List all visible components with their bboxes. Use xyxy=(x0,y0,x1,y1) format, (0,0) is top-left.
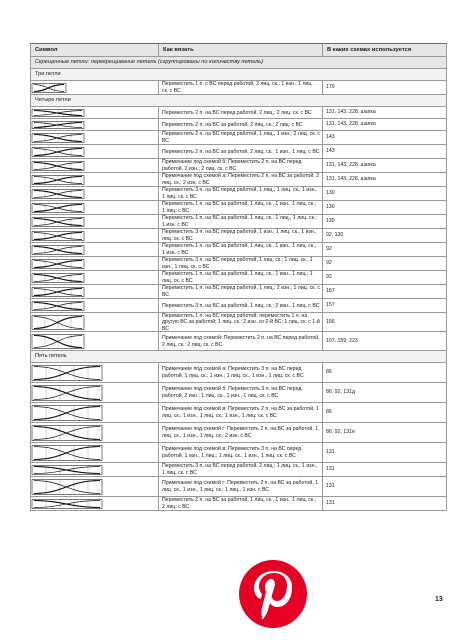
used-in-schemes: 86, 92, 131д xyxy=(323,383,447,402)
used-in-schemes: 143 xyxy=(323,131,447,144)
stitch-symbol-icon xyxy=(31,119,159,130)
table-row xyxy=(31,363,447,383)
stitch-symbol-icon xyxy=(31,313,159,331)
used-in-schemes: 131 xyxy=(323,477,447,496)
table-row xyxy=(31,477,447,497)
stitch-symbol-icon xyxy=(31,463,159,476)
used-in-schemes: 157 xyxy=(323,299,447,312)
how-to-knit-text: Переместить 2 п. на ВС за работой, 2 лиц. ск.; 2 лиц. с ВС xyxy=(159,119,323,130)
stitch-symbol-icon xyxy=(31,229,159,242)
stitch-symbol-icon xyxy=(31,173,159,186)
table-row xyxy=(31,187,447,201)
table-row xyxy=(31,257,447,271)
header-how: Как вязать xyxy=(159,44,323,56)
table-row xyxy=(31,229,447,243)
how-to-knit-text: Переместить 1 п. на ВС перед работой, 1 лиц.; 2 изн.; 1 лиц. ск. с ВС xyxy=(159,285,323,298)
used-in-schemes: 107, 159, 223 xyxy=(323,332,447,350)
used-in-schemes: 92 xyxy=(323,257,447,270)
how-to-knit-text: Переместить 1 п. на ВС за работой, 1 лиц. ск., 1 изн., 1 лиц. ск.; 1 лиц. с ВС xyxy=(159,201,323,214)
stitch-symbol-icon xyxy=(31,332,159,350)
used-in-schemes: 179 xyxy=(323,81,447,94)
table-row xyxy=(31,332,447,351)
table-row xyxy=(31,131,447,145)
stitch-symbol-icon xyxy=(31,363,159,382)
stitch-symbol-icon xyxy=(31,107,159,118)
table-row xyxy=(31,107,447,119)
stitch-symbol-icon xyxy=(31,81,159,94)
stitch-symbol-icon xyxy=(31,201,159,214)
table-row xyxy=(31,463,447,477)
used-in-schemes: 92 xyxy=(323,243,447,256)
table-row xyxy=(31,383,447,403)
how-to-knit-text: Примечание под схемой в: Переместить 2 п. на ВС за работой, 1 лиц. ск., 1 изн., 1 лиц. ск.; 1 изн., 1 лиц. ск. с ВС xyxy=(159,403,323,422)
how-to-knit-text: Переместить 1 п. с ВС перед работой, 2 лиц. ск., 1 изн.; 1 лиц. ск. с ВС xyxy=(159,81,323,94)
header-symbol: Символ xyxy=(31,44,159,56)
table-row xyxy=(31,81,447,95)
table-row xyxy=(31,215,447,229)
used-in-schemes: 131, 143, 228, шапка xyxy=(323,119,447,130)
how-to-knit-text: Примечание под схемой б: Переместить 2 п. на ВС перед работой, 2 изн.; 2 лиц. ск. с ВС xyxy=(159,159,323,172)
used-in-schemes: 86 xyxy=(323,403,447,422)
table-row xyxy=(31,201,447,215)
stitch-symbol-icon xyxy=(31,215,159,228)
table-row xyxy=(31,285,447,299)
how-to-knit-text: Примечание под схемой в: Переместить 3 п. на ВС перед работой, 1 изн., 1 лиц.; 1 лиц. ск., 1 изн., 1 лиц. ск. с ВС xyxy=(159,443,323,462)
how-to-knit-text: Переместить 1 п. на ВС за работой, 1 лиц. ск., 1 лиц., 1 лиц. ск.; 1 изн. с ВС xyxy=(159,215,323,228)
how-to-knit-text: Переместить 1 п. на ВС за работой, 1 лиц. ск., 1 изн., 1 лиц. ск.; 1 изн. с ВС xyxy=(159,243,323,256)
table-row xyxy=(31,159,447,173)
section-row xyxy=(31,57,447,69)
used-in-schemes: 86, 92, 131е xyxy=(323,423,447,442)
used-in-schemes: 131 xyxy=(323,443,447,462)
group-title: Три петли xyxy=(31,69,447,80)
how-to-knit-text: Переместить 3 п. на ВС перед работой, 1 изн.; 1 лиц. ск., 1 изн., лиц. ск. с ВС xyxy=(159,229,323,242)
table-row xyxy=(31,271,447,285)
how-to-knit-text: Примечание под схемой: Переместить 2 п. на ВС перед работой, 2 лиц. ск.; 2 лиц. ск. с ВС xyxy=(159,332,323,350)
how-to-knit-text: Переместить 3 п. на ВС перед работой, 1 лиц. ск.; 1 лиц. ск., 1 изн., 1 лиц. ск. с ВС xyxy=(159,257,323,270)
stitch-symbol-icon xyxy=(31,443,159,462)
stitch-symbol-table xyxy=(30,43,447,511)
how-to-knit-text: Переместить 1 п. на ВС за работой, 1 лиц. ск., 1 изн., 1 лиц.; 1 лиц. ск. с ВС xyxy=(159,271,323,284)
stitch-symbol-icon xyxy=(31,403,159,422)
group-title: Четыре петли xyxy=(31,95,447,106)
stitch-symbol-icon xyxy=(31,145,159,158)
table-row xyxy=(31,423,447,443)
page-number: 13 xyxy=(435,596,443,603)
table-row xyxy=(31,497,447,511)
used-in-schemes: 130 xyxy=(323,187,447,200)
groups-container xyxy=(31,69,447,511)
how-to-knit-text: Примечание под схемой а: Переместить 3 п. на ВС перед работой, 1 лиц. ск., 1 изн.; 1 лиц. ск., 1 изн., 1 лиц. ск. с ВС xyxy=(159,363,323,382)
used-in-schemes: 131, 143, 228, шапка xyxy=(323,159,447,172)
table-row xyxy=(31,243,447,257)
stitch-symbol-icon xyxy=(31,187,159,200)
how-to-knit-text: Переместить 2 п. на ВС за работой, 1 лиц. ск., 1 изн., 1 лиц. ск.; 2 лиц. с ВС xyxy=(159,497,323,510)
how-to-knit-text: Примечание под схемой а: Переместить 2 п. на ВС за работой, 2 лиц. ск.; 2 изн. с ВС xyxy=(159,173,323,186)
stitch-symbol-icon xyxy=(31,299,159,312)
used-in-schemes: 131, 143, 228, шапка xyxy=(323,107,447,118)
used-in-schemes: 131, 143, 228, шапка xyxy=(323,173,447,186)
group-row xyxy=(31,351,447,363)
stitch-symbol-icon xyxy=(31,423,159,442)
used-in-schemes: 86 xyxy=(323,363,447,382)
how-to-knit-text: Переместить 3 п. на ВС перед работой, 2 лиц.; 1 лиц. ск., 1 изн., 1 лиц. ск. с ВС xyxy=(159,463,323,476)
table-header-row xyxy=(31,44,447,57)
how-to-knit-text: Переместить 2 п. на ВС перед работой, 1 лиц., 1 изн.; 2 лиц. ск. с ВС xyxy=(159,131,323,144)
used-in-schemes: 156 xyxy=(323,313,447,331)
header-schemes: В каких схемах используется xyxy=(323,44,447,56)
how-to-knit-text: Переместить 1 п. на ВС перед работой; переместить 1 п. на другую ВС за работой; 1 лиц. ск.; 2 изн. со 2-й ВС; 1 лиц. ск. с 1-й ВС xyxy=(159,313,323,331)
how-to-knit-text: Примечание под схемой г: Переместить 2 п. на ВС за работой, 1 лиц. ск., 1 изн., 1 лиц. ск.; 2 изн. с ВС xyxy=(159,423,323,442)
stitch-symbol-icon xyxy=(31,285,159,298)
stitch-symbol-icon xyxy=(31,497,159,510)
table-row xyxy=(31,313,447,332)
stitch-symbol-icon xyxy=(31,243,159,256)
section-title: Скрещенные петли: перекрещивание петель (сгруппированы по количеству петель) xyxy=(31,57,447,68)
how-to-knit-text: Примечание под схемой б: Переместить 3 п. на ВС перед работой, 2 изн.; 1 лиц. ск., 1 изн., 1 лиц. ск. с ВС xyxy=(159,383,323,402)
stitch-symbol-icon xyxy=(31,159,159,172)
stitch-symbol-icon xyxy=(31,383,159,402)
used-in-schemes: 130 xyxy=(323,201,447,214)
table-row xyxy=(31,145,447,159)
table-row xyxy=(31,119,447,131)
how-to-knit-text: Переместить 2 п. на ВС за работой, 2 лиц. ск.; 1 изн., 1 лиц. с ВС xyxy=(159,145,323,158)
stitch-symbol-icon xyxy=(31,131,159,144)
used-in-schemes: 143 xyxy=(323,145,447,158)
how-to-knit-text: Примечание под схемой г: Переместить 2 п. на ВС за работой, 1 лиц. ск., 1 изн., 1 лиц. ск.; 1 лиц., 1 изн. с ВС xyxy=(159,477,323,496)
table-row xyxy=(31,299,447,313)
used-in-schemes: 92 xyxy=(323,271,447,284)
used-in-schemes: 131 xyxy=(323,463,447,476)
table-row xyxy=(31,403,447,423)
table-row xyxy=(31,173,447,187)
how-to-knit-text: Переместить 2 п. на ВС перед работой, 2 лиц.; 2 лиц. ск. с ВС xyxy=(159,107,323,118)
stitch-symbol-icon xyxy=(31,477,159,496)
group-title: Пять петель xyxy=(31,351,447,362)
stitch-symbol-icon xyxy=(31,271,159,284)
group-row xyxy=(31,69,447,81)
used-in-schemes: 131 xyxy=(323,497,447,510)
how-to-knit-text: Переместить 3 п. на ВС перед работой, 1 лиц.; 1 лиц. ск., 1 изн., 1 лиц. ск. с ВС xyxy=(159,187,323,200)
used-in-schemes: 92, 130 xyxy=(323,229,447,242)
pinterest-logo-icon xyxy=(238,559,308,634)
group-row xyxy=(31,95,447,107)
used-in-schemes: 157 xyxy=(323,285,447,298)
stitch-symbol-icon xyxy=(31,257,159,270)
table-row xyxy=(31,443,447,463)
used-in-schemes: 130 xyxy=(323,215,447,228)
how-to-knit-text: Переместить 3 п. на ВС за работой, 1 лиц. ск.; 2 изн., 1 лиц. с ВС xyxy=(159,299,323,312)
